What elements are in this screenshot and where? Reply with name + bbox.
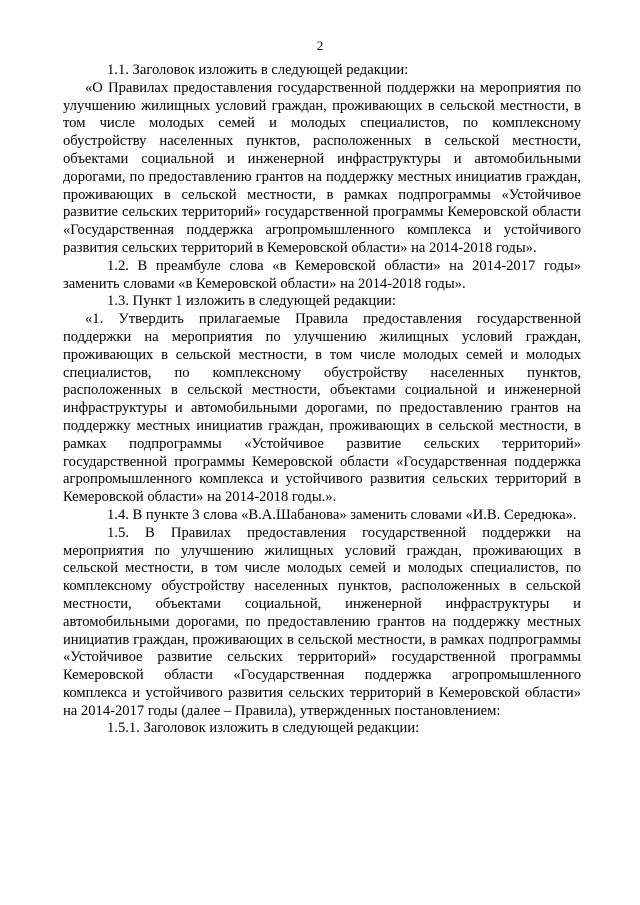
paragraph-text: В преамбуле слова «в Кемеровской области» на 2014-2017 годы» заменить словами «в Кемеровской области» на 2014-2018 годы». <box>63 257 581 292</box>
paragraph-1-5 <box>63 525 581 721</box>
item-number: 1.5. <box>107 524 129 541</box>
paragraph-text: Заголовок изложить в следующей редакции: <box>132 62 409 78</box>
paragraph-text: Пункт 1 изложить в следующей редакции: <box>132 293 396 310</box>
page-number: 2 <box>316 38 324 53</box>
document-body <box>63 62 581 738</box>
paragraph-1-3 <box>63 293 581 311</box>
item-number: 1.4. <box>107 506 129 523</box>
paragraph-1-2 <box>63 258 581 294</box>
paragraph-text: Заголовок изложить в следующей редакции: <box>143 720 420 737</box>
paragraph-text: В пункте 3 слова «В.А.Шабанова» заменить словами «И.В. Середюка». <box>132 506 577 523</box>
paragraph-quoted-title <box>63 80 581 258</box>
item-number: 1.5.1. <box>107 720 140 737</box>
paragraph-1-1 <box>63 62 581 80</box>
item-number: 1.3. <box>107 293 129 310</box>
item-number: 1.1. <box>107 62 129 78</box>
paragraph-1-4 <box>63 507 581 525</box>
paragraph-text: «О Правилах предоставления государственной поддержки на мероприятия по улучшению жилищных условий граждан, проживающих в сельской местности, в том числе молодых семей и молодых специалистов, по комплексному обустройству населенных пунктов, расположенных в сельской местности, объектами социальной и инженерной инфраструктуры и автомобильными дорогами, по предоставлению грантов на поддержку местных инициатив граждан, проживающих в сельской местности, в рамках подпрограммы «Устойчивое развитие сельских территорий» государственной программы Кемеровской области «Государственная поддержка агропромышленного комплекса и устойчивого развития сельских территорий в Кемеровской области» на 2014-2018 годы». <box>63 79 581 256</box>
item-number: 1.2. <box>107 257 129 274</box>
paragraph-1-5-1 <box>63 720 581 738</box>
paragraph-quoted-point-1 <box>63 311 581 507</box>
paragraph-text: «1. Утвердить прилагаемые Правила предоставления государственной поддержки на мероприятия по улучшению жилищных условий граждан, проживающих в сельской местности, в том числе молодых семей и молодых специалистов, по комплексному обустройству населенных пунктов, расположенных в сельской местности, объектами социальной и инженерной инфраструктуры и автомобильными дорогами, по предоставлению грантов на поддержку местных инициатив граждан, проживающих в сельской местности, в рамках подпрограммы «Устойчивое развитие сельских территорий» государственной программы Кемеровской области «Государственная поддержка агропромышленного комплекса и устойчивого развития сельских территорий в Кемеровской области» на 2014-2018 годы.». <box>63 311 581 506</box>
paragraph-text: В Правилах предоставления государственной поддержки на мероприятия по улучшению жилищных условий граждан, проживающих в сельской местности, в том числе молодых семей и молодых специалистов, по комплексному обустройству населенных пунктов, расположенных в сельской местности, объектами социальной, инженерной инфраструктуры и автомобильными дорогами, по предоставлению грантов на поддержку местных инициатив граждан, проживающих в сельской местности, в рамках подпрограммы «Устойчивое развитие сельских территорий» государственной программы Кемеровской области «Государственная поддержка агропромышленного комплекса и устойчивого развития сельских территорий в Кемеровской области» на 2014-2017 годы (далее – Правила), утвержденных постановлением: <box>63 524 581 719</box>
